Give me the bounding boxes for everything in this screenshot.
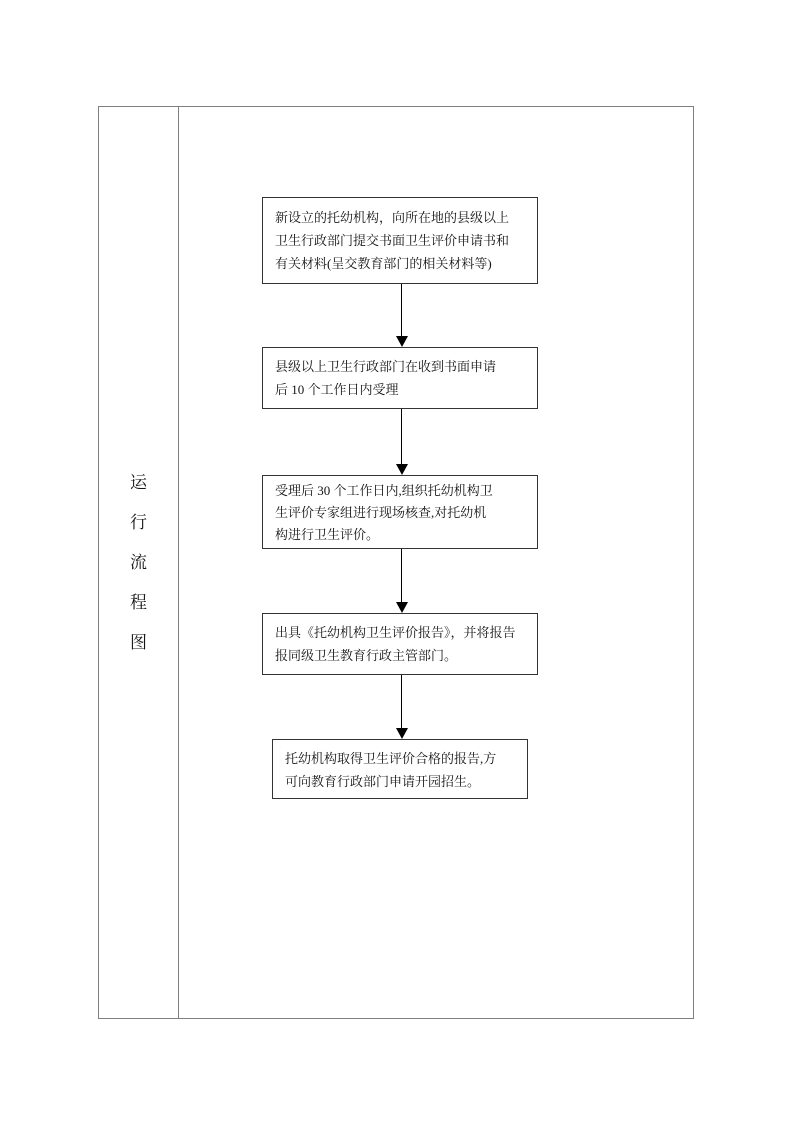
flow-step-text-line: 卫生行政部门提交书面卫生评价申请书和 bbox=[275, 233, 510, 248]
row-label-char: 图 bbox=[130, 633, 147, 652]
arrow-head-icon bbox=[396, 336, 408, 347]
flow-step-issue-report bbox=[262, 613, 538, 675]
row-label-flow-chart bbox=[99, 107, 178, 1018]
arrow-head-icon bbox=[396, 728, 408, 739]
flow-step-text-line: 县级以上卫生行政部门在收到书面申请 bbox=[275, 359, 497, 374]
arrow-head-icon bbox=[396, 602, 408, 613]
flow-step-submit-application bbox=[262, 197, 538, 284]
row-label-char: 运 bbox=[130, 473, 147, 492]
flow-step-text-line: 有关材料(呈交教育部门的相关材料等) bbox=[275, 256, 492, 271]
row-label-char: 流 bbox=[130, 553, 147, 572]
arrow-shaft bbox=[401, 409, 402, 464]
flow-step-text-line: 构进行卫生评价。 bbox=[275, 527, 380, 542]
arrow-shaft bbox=[401, 284, 402, 336]
flow-step-text-line: 后 10 个工作日内受理 bbox=[275, 382, 399, 397]
flow-step-text-line: 生评价专家组进行现场核查,对托幼机 bbox=[275, 505, 487, 520]
flow-arrow-down bbox=[395, 549, 408, 613]
flow-step-text-line: 报同级卫生教育行政主管部门。 bbox=[275, 648, 458, 663]
row-label-char: 行 bbox=[130, 513, 147, 532]
arrow-shaft bbox=[401, 549, 402, 602]
flow-step-onsite-review bbox=[262, 475, 538, 549]
flow-step-text-line: 可向教育行政部门申请开园招生。 bbox=[285, 774, 481, 789]
arrow-head-icon bbox=[396, 464, 408, 475]
table-cell-divider bbox=[178, 107, 179, 1018]
flow-arrow-down bbox=[395, 675, 408, 739]
flow-arrow-down bbox=[395, 284, 408, 347]
flow-arrow-down bbox=[395, 409, 408, 475]
arrow-shaft bbox=[401, 675, 402, 728]
flow-step-acceptance bbox=[262, 347, 538, 409]
flow-step-text-line: 受理后 30 个工作日内,组织托幼机构卫 bbox=[275, 483, 493, 498]
flow-step-text-line: 出具《托幼机构卫生评价报告》，并将报告 bbox=[275, 625, 516, 640]
flow-step-text-line: 托幼机构取得卫生评价合格的报告,方 bbox=[285, 751, 497, 766]
flow-step-apply-enrollment bbox=[272, 739, 528, 799]
row-label-char: 程 bbox=[130, 593, 147, 612]
flow-step-text-line: 新设立的托幼机构，向所在地的县级以上 bbox=[275, 210, 510, 225]
